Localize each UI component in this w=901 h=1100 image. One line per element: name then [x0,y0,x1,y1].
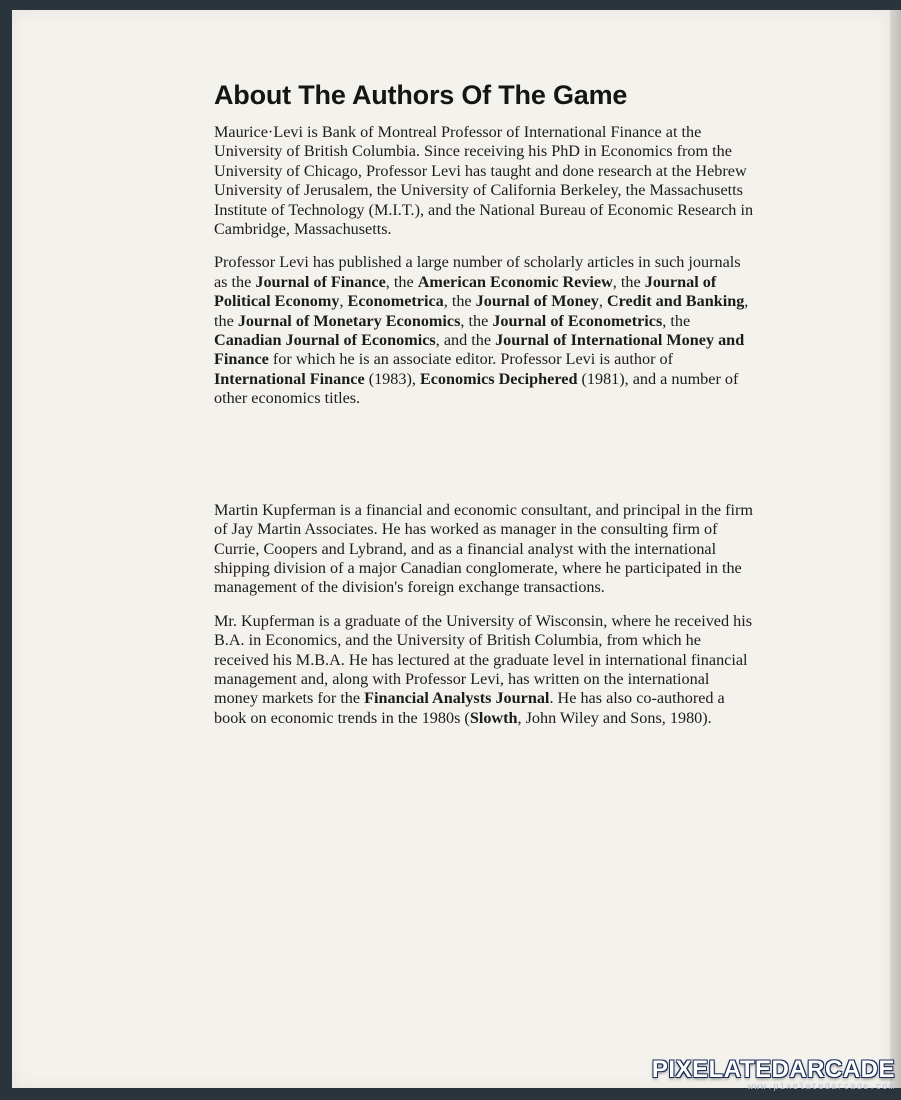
text-run: . He has also co-authored a book on economic trends in the 1980s ( [214,689,725,727]
text-run: Professor Levi has published a large number of scholarly articles in such journals as the [214,253,741,291]
text-run: , the [443,292,476,311]
text-run: , the [460,311,493,330]
text-run: , the [612,272,645,291]
text-run: (1981), and a number of other economics titles. [214,369,739,408]
journal-title: Journal of Monetary Economics [237,311,461,330]
section-spacer [214,423,754,501]
text-run: for which he is an associate editor. Professor Levi is author of [268,350,673,369]
journal-title: American Economic Review [417,272,613,291]
text-run: , the [214,292,749,330]
levi-bio-paragraph: Maurice·Levi is Bank of Montreal Professor of International Finance at the University of British Columbia. Since receiving his PhD in Economics from the University of Chicago, Professor Levi has taught and done research at the Hebrew University of Jerusalem, the University of California Berkeley, the Massachusetts Institute of Technology (M.I.T.), and the National Bureau of Economic Research in Cambridge, Massachusetts. [214,123,754,239]
text-run: , the [385,272,418,291]
watermark-url: www.pixelatedarcade.com [747,1082,895,1092]
journal-title: Journal of Political Economy [214,272,717,311]
journal-title: Canadian Journal of Economics [214,331,436,350]
text-run: , the [662,311,691,330]
page-edge [890,10,901,1088]
text-run: , John Wiley and Sons, 1980). [517,708,712,727]
journal-title: Credit and Banking [606,292,745,311]
book-title: Slowth [469,708,518,727]
journal-title: Journal of Econometrics [492,311,663,330]
page-content [214,80,754,742]
journal-title: Financial Analysts Journal [364,689,550,708]
page-title: About The Authors Of The Game [214,80,628,110]
levi-publications-paragraph [214,253,754,408]
watermark [652,1056,895,1092]
kupferman-bio-paragraph: Martin Kupferman is a financial and economic consultant, and principal in the firm of Jay Martin Associates. He has worked as manager in the consulting firm of Currie, Coopers and Lybrand, and as a financial analyst with the international shipping division of a major Canadian conglomerate, where he participated in the management of the division's foreign exchange transactions. [214,500,753,597]
watermark-brand: PIXELATEDARCADE [651,1056,895,1083]
text-run: Mr. Kupferman is a graduate of the University of Wisconsin, where he received his B.A. in Economics, and the University of British Columbia, from which he received his M.B.A. He has lectured at the graduate level in international financial management and, along with Professor Levi, has written on the international money markets for the [214,611,753,708]
journal-title: Journal of International Money and Finance [214,331,745,369]
book-title: Economics Deciphered [419,369,578,388]
book-title: International Finance [214,369,365,388]
kupferman-education-paragraph [214,612,754,728]
text-run: , [339,292,348,311]
text-run: (1983), [364,369,420,388]
text-run: , [598,292,607,311]
journal-title: Journal of Money [475,292,599,311]
journal-title: Econometrica [347,292,444,311]
journal-title: Journal of Finance [255,272,386,291]
text-run: , and the [435,331,496,350]
